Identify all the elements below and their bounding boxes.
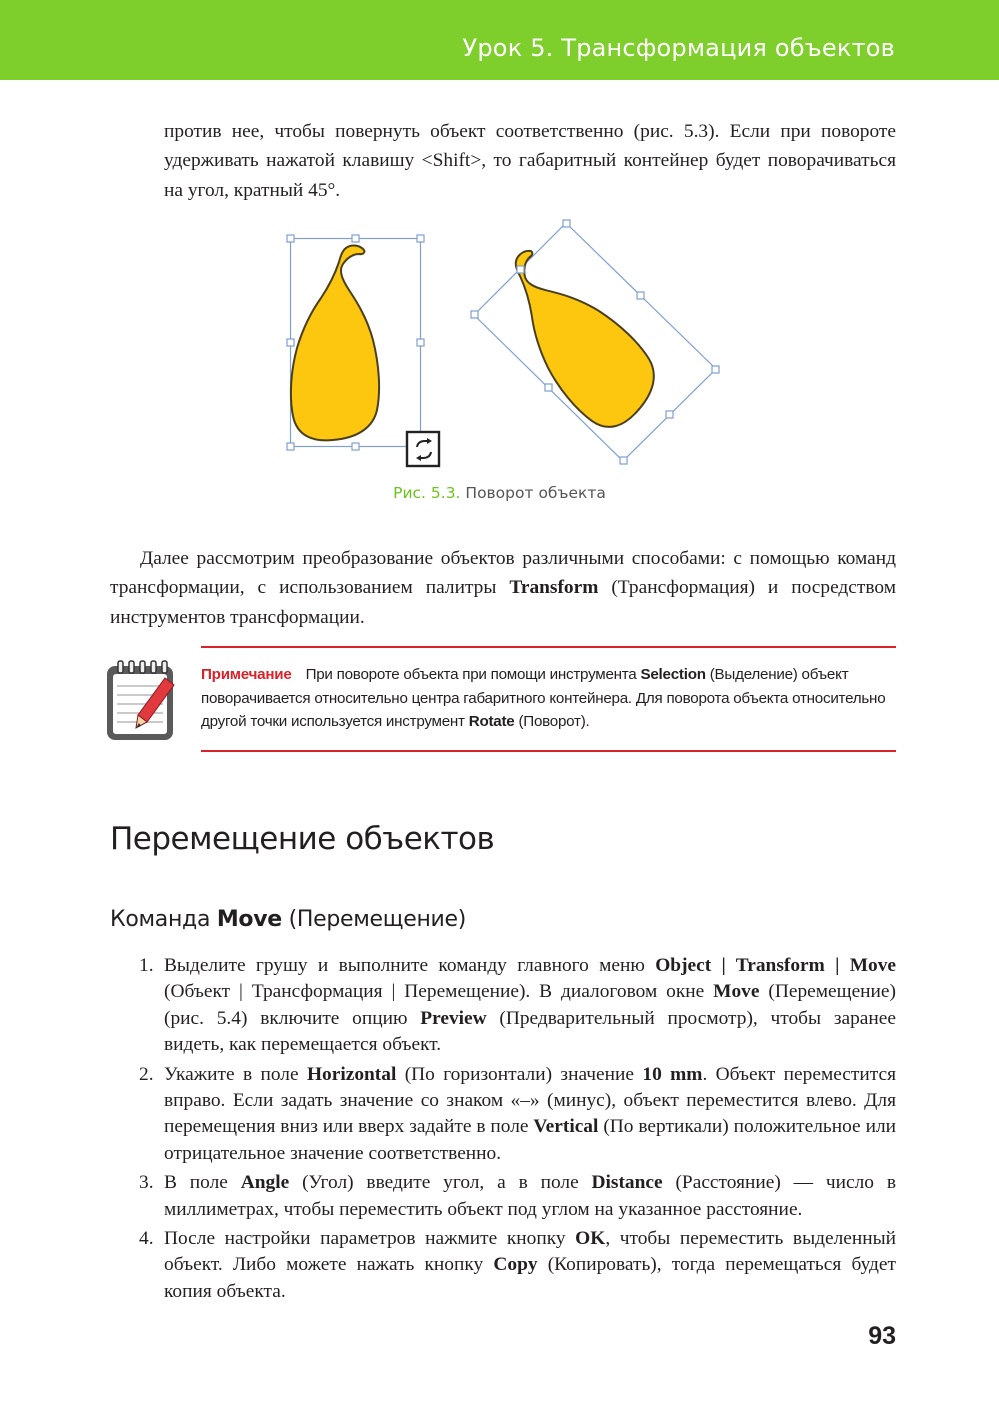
step-bold: 10 mm: [642, 1063, 703, 1085]
step-text: Укажите в поле: [164, 1063, 307, 1085]
step-text: . Объект переместится вправо. Если задать значение со знаком «–» (минус), объект переместится влево. Для перемещения вниз или вверх задайте в поле: [164, 1063, 896, 1138]
subsection-pre: Команда: [110, 907, 217, 932]
steps-list: [110, 953, 896, 1308]
intro-text-1: против нее, чтобы повернуть объект соответственно (рис. 5.3). Если при повороте удерживать нажатой клавишу: [164, 121, 896, 172]
step-text: (Предварительный просмотр), чтобы заранее видеть, как перемещается объект.: [164, 1007, 896, 1056]
step-text: (Угол) введите угол, а в поле: [289, 1172, 592, 1194]
step-text: , чтобы переместить выделенный объект. Либо можете нажать кнопку: [164, 1228, 897, 1276]
step-text: (Копировать), тогда перемещаться будет копия объекта.: [164, 1254, 896, 1302]
intro-text-2: , то габаритный контейнер будет поворачиваться на угол, кратный 45°.: [164, 150, 897, 201]
step-bold: Move: [713, 981, 760, 1003]
subsection-post: (Перемещение): [281, 907, 467, 932]
body-paragraph: [110, 544, 896, 632]
page-number: 93: [868, 1322, 896, 1350]
note-text: [201, 663, 896, 734]
note-bold-2: Rotate: [468, 713, 515, 731]
step-text: (Перемещение) (рис. 5.4) включите опцию: [164, 981, 896, 1029]
step-text: (По горизонтали) значение: [396, 1063, 643, 1085]
step-bold: Vertical: [533, 1116, 599, 1138]
step-bold: Horizontal: [306, 1063, 397, 1085]
note-bold-1: Selection: [640, 666, 706, 683]
subsection-heading: [110, 907, 466, 932]
pear-rotated: [471, 220, 719, 464]
pear-original: [287, 235, 424, 450]
figure-pear-rotation: [0, 0, 999, 520]
subsection-bold: Move: [216, 907, 282, 932]
list-item: [110, 1226, 896, 1305]
list-number: 4.: [139, 1228, 154, 1250]
step-text: В поле: [164, 1172, 241, 1194]
step-text: Выделите грушу и выполните команду главного меню: [164, 955, 656, 976]
note-text-3: (Поворот).: [514, 713, 590, 731]
step-bold: Object | Transform | Move: [655, 955, 896, 976]
para2-bold-1: Transform: [509, 577, 599, 599]
list-number: 3.: [139, 1172, 154, 1194]
note-text-1: При повороте объекта при помощи инструмента: [305, 666, 641, 683]
notepad-pencil-icon: [105, 660, 177, 742]
figure-caption-text: Поворот объекта: [460, 484, 606, 502]
intro-key: <Shift>: [421, 150, 482, 172]
step-text: После настройки параметров нажмите кнопку: [164, 1228, 576, 1250]
note-text-2: (Выделение) объект поворачивается относительно центра габаритного контейнера. Для поворота объекта относительно другой точки используется инструмент: [201, 666, 886, 731]
figure-caption-number: Рис. 5.3.: [393, 484, 461, 502]
chapter-title: Урок 5. Трансформация объектов: [462, 34, 895, 62]
list-number: 2.: [139, 1063, 154, 1085]
step-bold: Copy: [493, 1254, 538, 1276]
note-top-rule: [201, 646, 896, 648]
list-number: 1.: [139, 955, 154, 976]
rotate-cursor-icon: [407, 432, 439, 466]
para2-text-1: Далее рассмотрим преобразование объектов различными способами: с помощью команд трансформации, с использованием палитры: [110, 548, 896, 599]
list-item: [110, 1062, 896, 1168]
section-heading: Перемещение объектов: [110, 821, 495, 857]
step-bold: OK: [575, 1228, 606, 1250]
step-bold: Distance: [591, 1172, 663, 1194]
para2-text-2: (Трансформация) и посредством инструментов трансформации.: [110, 577, 896, 628]
step-text: (Расстояние) — число в миллиметрах, чтобы переместить объект под углом на указанное расстояние.: [164, 1172, 897, 1220]
step-text: (По вертикали) положительное или отрицательное значение соответственно.: [164, 1116, 896, 1164]
step-bold: Angle: [240, 1172, 290, 1194]
note-label: Примечание: [201, 666, 292, 683]
list-item: [110, 953, 896, 1059]
list-item: [110, 1170, 896, 1223]
step-text: (Объект | Трансформация | Перемещение). В диалоговом окне: [164, 981, 714, 1003]
figure-caption: [0, 484, 999, 502]
note-bottom-rule: [201, 750, 896, 752]
step-bold: Preview: [420, 1007, 487, 1029]
